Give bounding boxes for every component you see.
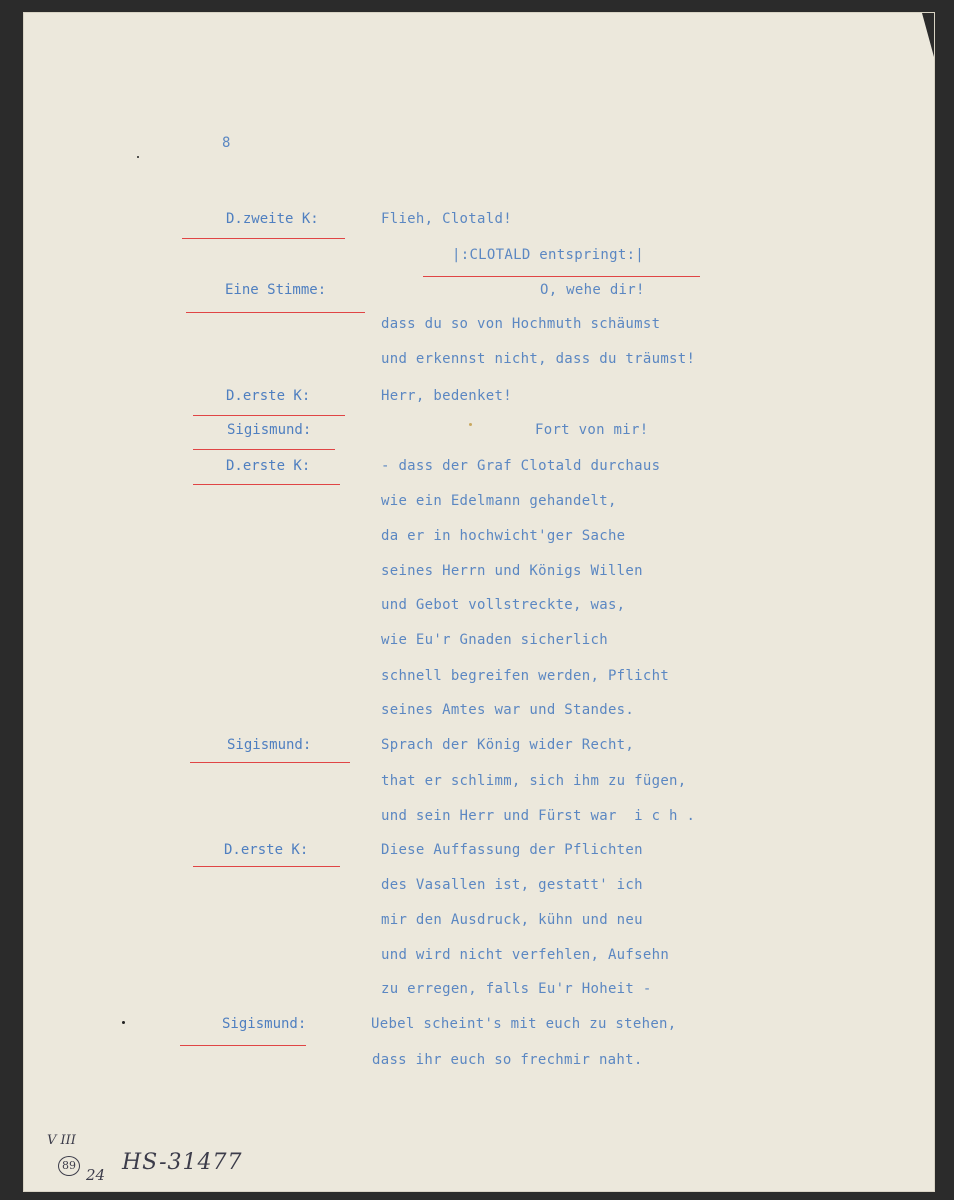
folder-mark-circle xyxy=(58,1156,80,1176)
dialogue-line: schnell begreifen werden, Pflicht xyxy=(381,668,670,684)
dialogue-line: und wird nicht verfehlen, Aufsehn xyxy=(381,947,670,963)
speaker-label: Eine Stimme: xyxy=(225,282,327,298)
dialogue-line: und sein Herr und Fürst war i c h . xyxy=(381,808,696,824)
stage-direction-underline xyxy=(423,276,700,277)
stage-direction: |:CLOTALD entspringt:| xyxy=(452,247,645,263)
speaker-label: Sigismund: xyxy=(227,737,312,753)
dialogue-line: - dass der Graf Clotald durchaus xyxy=(381,458,661,474)
dialogue-line: Flieh, Clotald! xyxy=(381,211,512,227)
speaker-underline xyxy=(190,762,350,763)
speaker-label: D.erste K: xyxy=(226,388,311,404)
speaker-underline xyxy=(180,1045,306,1046)
dialogue-line: that er schlimm, sich ihm zu fügen, xyxy=(381,773,687,789)
dialogue-line: wie ein Edelmann gehandelt, xyxy=(381,493,617,509)
dialogue-line: wie Eu'r Gnaden sicherlich xyxy=(381,632,608,648)
ink-speck xyxy=(122,1021,125,1024)
dialogue-line: Herr, bedenket! xyxy=(381,388,512,404)
dialogue-line: O, wehe dir! xyxy=(540,282,645,298)
speaker-underline xyxy=(193,415,345,416)
shelf-mark: HS-31477 xyxy=(122,1150,243,1175)
speaker-underline xyxy=(193,484,340,485)
speaker-label: Sigismund: xyxy=(227,422,312,438)
speaker-label: D.zweite K: xyxy=(226,211,319,227)
dialogue-line: seines Herrn und Königs Willen xyxy=(381,563,643,579)
speaker-underline xyxy=(182,238,345,239)
speaker-label: D.erste K: xyxy=(226,458,311,474)
dialogue-line: Diese Auffassung der Pflichten xyxy=(381,842,643,858)
dialogue-line: und erkennst nicht, dass du träumst! xyxy=(381,351,696,367)
speaker-label: D.erste K: xyxy=(224,842,309,858)
dialogue-line: und Gebot vollstreckte, was, xyxy=(381,597,626,613)
ink-speck xyxy=(469,423,472,426)
folder-mark-top: V III xyxy=(47,1133,76,1148)
dialogue-line: mir den Ausdruck, kühn und neu xyxy=(381,912,643,928)
folder-mark-number: 24 xyxy=(86,1166,106,1184)
dialogue-line: dass ihr euch so frechmir naht. xyxy=(372,1052,643,1068)
dialogue-line: Fort von mir! xyxy=(535,422,649,438)
speaker-label: Sigismund: xyxy=(222,1016,307,1032)
dialogue-line: Sprach der König wider Recht, xyxy=(381,737,635,753)
dialogue-line: des Vasallen ist, gestatt' ich xyxy=(381,877,643,893)
speaker-underline xyxy=(193,866,340,867)
dialogue-line: da er in hochwicht'ger Sache xyxy=(381,528,626,544)
speaker-underline xyxy=(186,312,365,313)
dialogue-line: Uebel scheint's mit euch zu stehen, xyxy=(371,1016,677,1032)
folder-mark-circle-number: 89 xyxy=(62,1159,76,1172)
ink-speck xyxy=(137,156,139,158)
dialogue-line: dass du so von Hochmuth schäumst xyxy=(381,316,661,332)
dialogue-line: seines Amtes war und Standes. xyxy=(381,702,635,718)
dialogue-line: zu erregen, falls Eu'r Hoheit - xyxy=(381,981,652,997)
speaker-underline xyxy=(193,449,335,450)
page-number: 8 xyxy=(222,135,231,151)
page-corner xyxy=(922,13,934,57)
